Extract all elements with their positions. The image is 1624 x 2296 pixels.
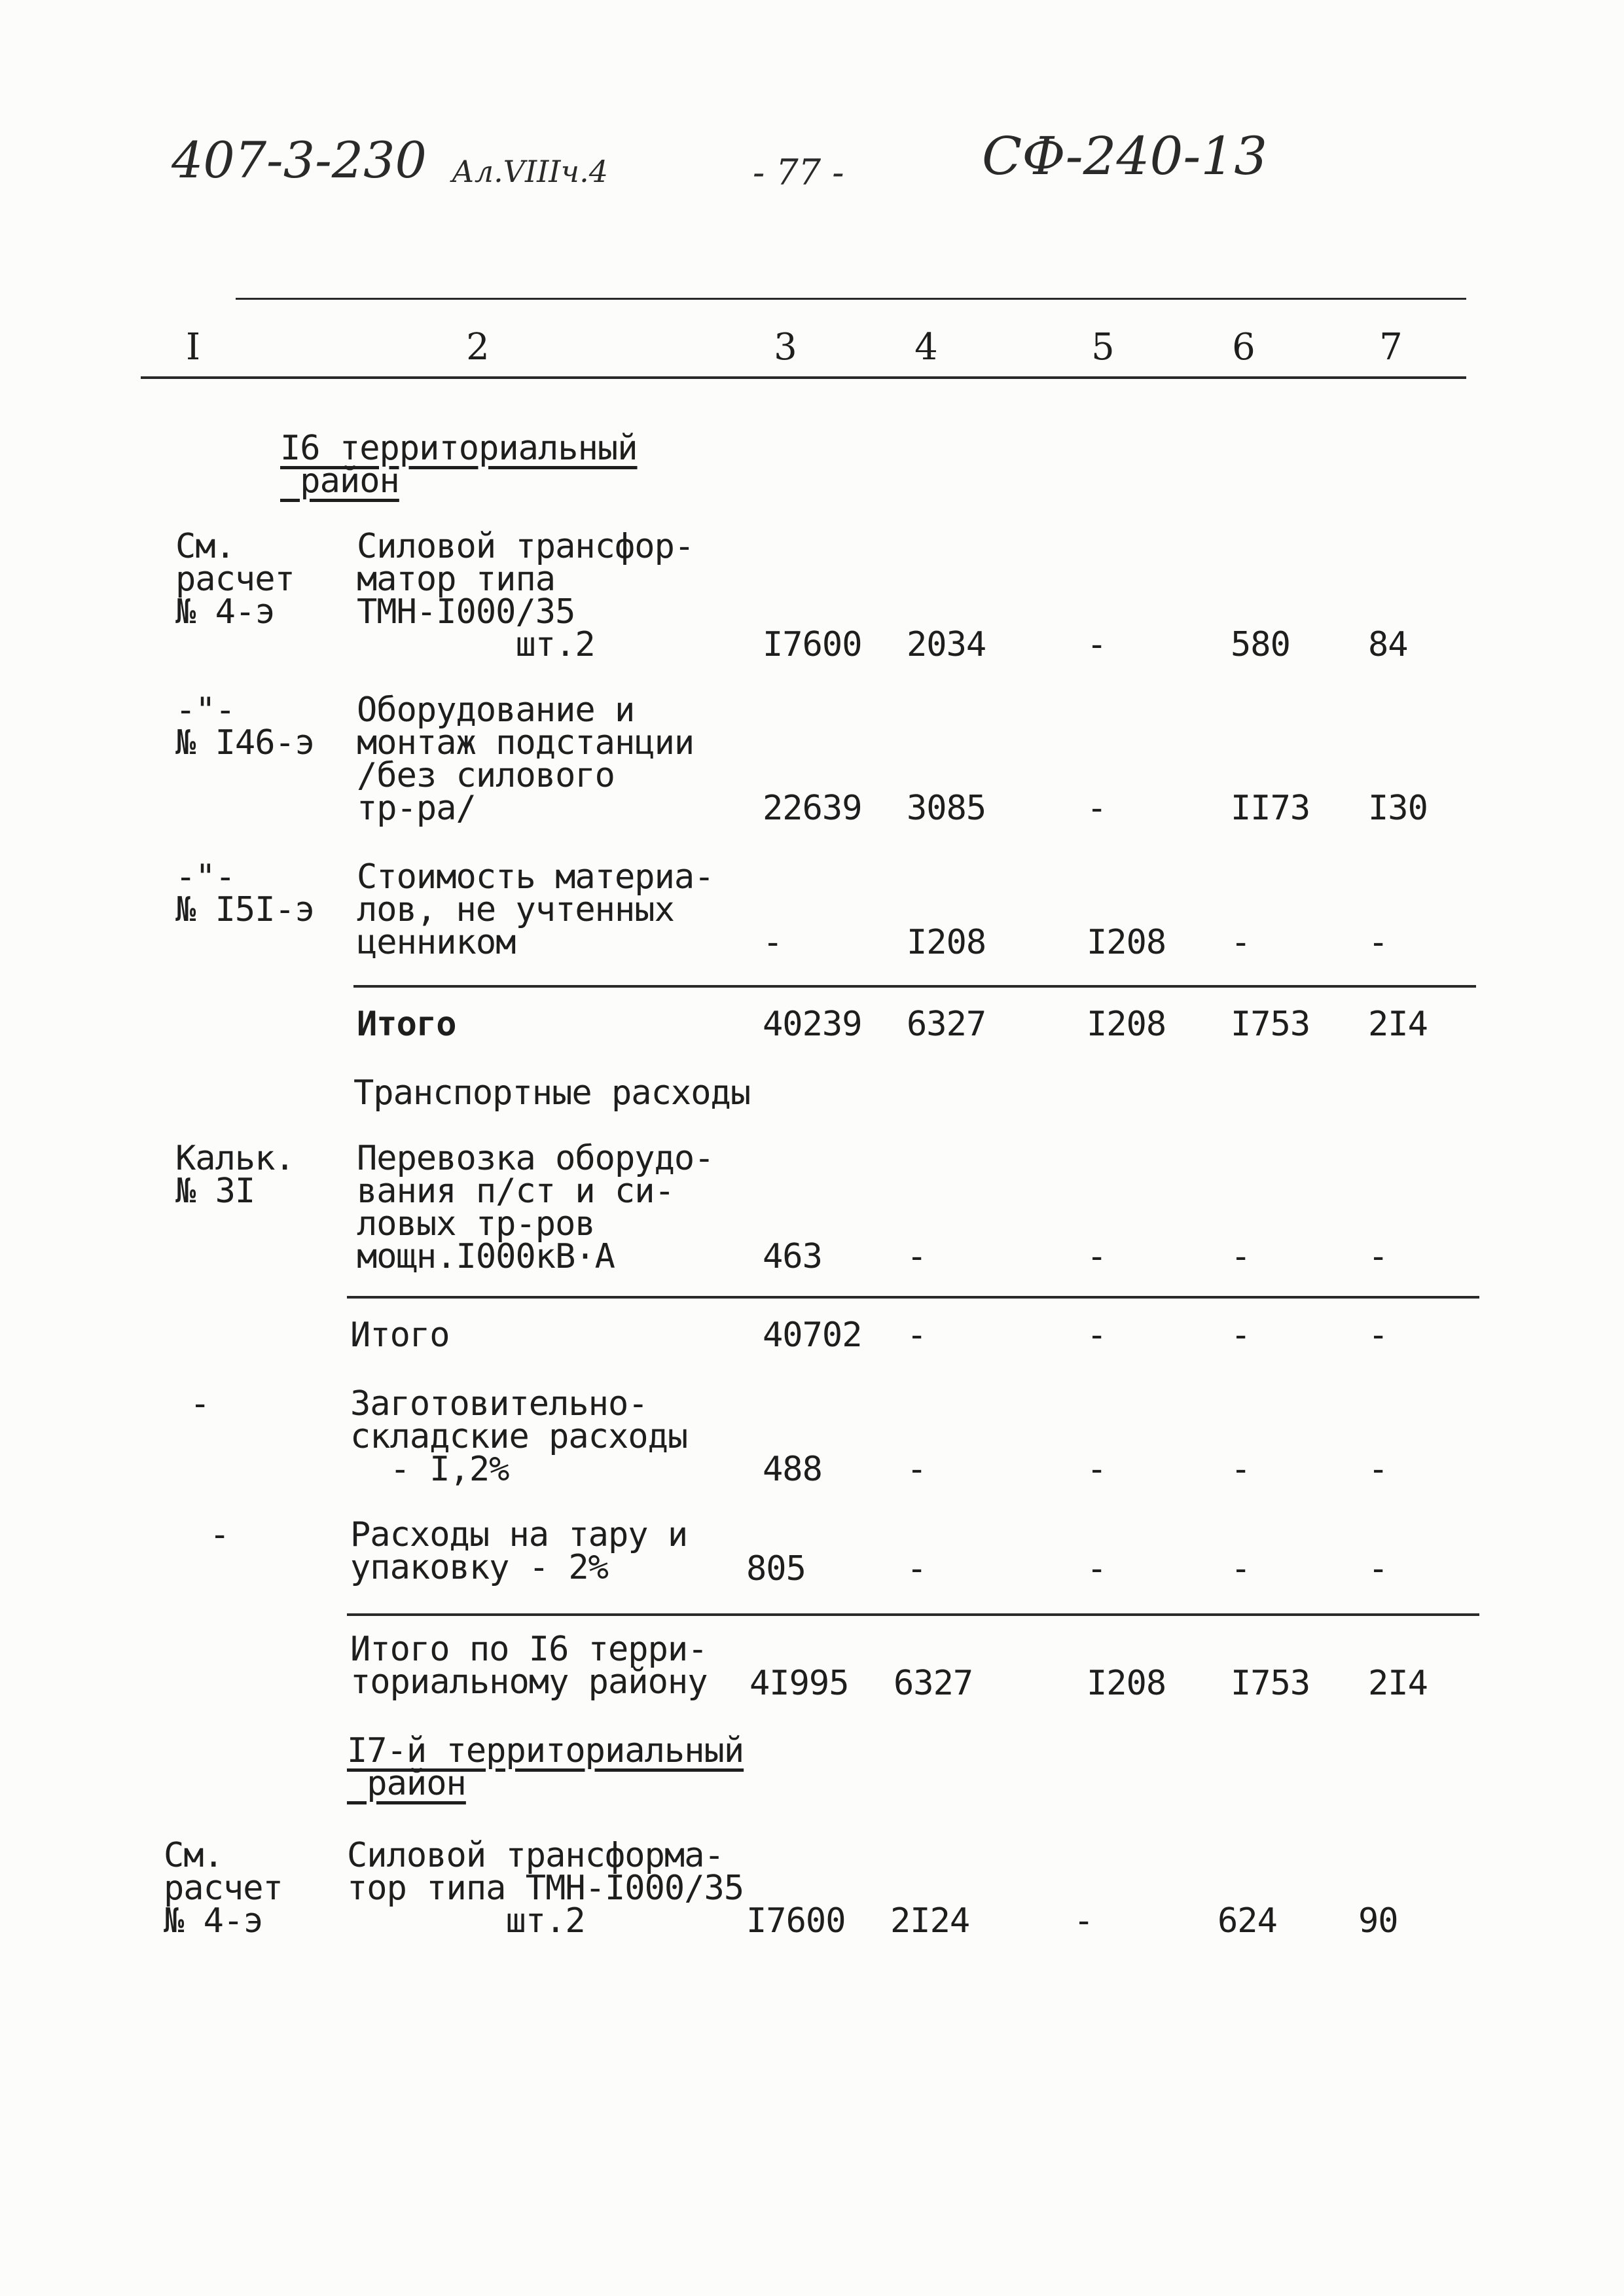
cell-col4: - <box>907 1237 927 1276</box>
row-reference: -"- № I46-э <box>175 691 315 762</box>
cell-col3: I7600 <box>763 625 862 664</box>
cell-col5: - <box>1087 625 1107 664</box>
row-reference: См. расчет № 4-э <box>175 527 295 632</box>
cell-col3: 22639 <box>763 789 862 828</box>
cell-col3: 805 <box>746 1549 806 1588</box>
cell-col7: 90 <box>1358 1901 1398 1941</box>
header-bottom-rule <box>141 376 1466 379</box>
cell-col3: 463 <box>763 1237 822 1276</box>
subtotal-rule <box>347 1296 1479 1299</box>
sheet-code: СФ-240-13 <box>982 126 1268 187</box>
cell-col7: - <box>1368 1237 1388 1276</box>
cell-col3: 4I995 <box>749 1664 849 1703</box>
subtotal-rule <box>353 985 1476 988</box>
cell-col6: - <box>1231 1316 1251 1355</box>
cell-col6: II73 <box>1231 789 1310 828</box>
subtotal-rule <box>347 1613 1479 1616</box>
row-description: Итого <box>350 1316 450 1355</box>
row-reference: См. расчет № 4-э <box>164 1836 283 1941</box>
cell-col5: - <box>1074 1901 1094 1941</box>
cell-col6: - <box>1231 1549 1251 1588</box>
cell-col5: - <box>1087 1450 1107 1489</box>
row-reference: - <box>190 1384 210 1424</box>
cell-col4: 6327 <box>907 1005 986 1044</box>
cell-col4: 6327 <box>893 1664 973 1703</box>
cell-col7: 2I4 <box>1368 1005 1428 1044</box>
cell-col5: I208 <box>1087 1005 1166 1044</box>
cell-col3: - <box>763 923 783 962</box>
cell-col3: 40239 <box>763 1005 862 1044</box>
row-description: Силовой трансформа- тор типа ТМН-I000/35 шт.2 <box>347 1836 744 1941</box>
cell-col6: - <box>1231 923 1251 962</box>
cell-col4: - <box>907 1316 927 1355</box>
cell-col4: I208 <box>907 923 986 962</box>
cell-col3: 488 <box>763 1450 822 1489</box>
cell-col5: - <box>1087 1549 1107 1588</box>
cell-col5: - <box>1087 1316 1107 1355</box>
cell-col7: - <box>1368 1549 1388 1588</box>
row-description: Перевозка оборудо- вания п/ст и си- ловых тр-ров мощн.I000кВ·А <box>357 1139 714 1276</box>
page-number: - 77 - <box>753 152 844 193</box>
cell-col6: I753 <box>1231 1664 1310 1703</box>
table-top-rule <box>236 298 1466 300</box>
cell-col6: 580 <box>1231 625 1290 664</box>
cell-col4: 2034 <box>907 625 986 664</box>
row-reference: - <box>209 1515 230 1554</box>
document-code: 407-3-230 <box>171 131 427 189</box>
row-description: Расходы на тару и упаковку - 2% <box>350 1515 688 1587</box>
cell-col7: - <box>1368 1450 1388 1489</box>
cell-col7: 2I4 <box>1368 1664 1428 1703</box>
cell-col5: I208 <box>1087 923 1166 962</box>
cell-col5: I208 <box>1087 1664 1166 1703</box>
column-number-4: 4 <box>914 326 938 368</box>
cell-col6: I753 <box>1231 1005 1310 1044</box>
cell-col7: I30 <box>1368 789 1428 828</box>
row-description: Оборудование и монтаж подстанции /без силового тр-ра/ <box>357 691 695 828</box>
cell-col7: 84 <box>1368 625 1408 664</box>
cell-col5: - <box>1087 1237 1107 1276</box>
cell-col6: - <box>1231 1450 1251 1489</box>
cell-col3: 40702 <box>763 1316 862 1355</box>
column-number-6: 6 <box>1232 326 1255 368</box>
album-reference: Ал.VIIIч.4 <box>452 154 608 189</box>
row-description: Силовой трансфор- матор типа ТМН-I000/35 шт.2 <box>357 527 695 664</box>
column-number-2: 2 <box>466 326 490 368</box>
cell-col7: - <box>1368 923 1388 962</box>
cell-col7: - <box>1368 1316 1388 1355</box>
row-description: Стоимость материа- лов, не учтенных ценником <box>357 857 714 962</box>
cell-col4: 3085 <box>907 789 986 828</box>
row-description: Итого <box>357 1005 456 1044</box>
cell-col5: - <box>1087 789 1107 828</box>
column-number-3: 3 <box>774 326 797 368</box>
column-number-7: 7 <box>1379 326 1403 368</box>
cell-col6: 624 <box>1218 1901 1277 1941</box>
cell-col4: 2I24 <box>890 1901 970 1941</box>
cell-col4: - <box>907 1450 927 1489</box>
cell-col4: - <box>907 1549 927 1588</box>
column-number-5: 5 <box>1091 326 1115 368</box>
column-number-1: I <box>185 326 201 368</box>
row-description: Итого по I6 терри- ториальному району <box>350 1630 708 1702</box>
cell-col6: - <box>1231 1237 1251 1276</box>
row-reference: -"- № I5I-э <box>175 857 315 929</box>
row-description: Заготовительно- складские расходы - I,2% <box>350 1384 688 1489</box>
section-heading-transport: Транспортные расходы <box>353 1073 751 1113</box>
section-heading-16: I6 территориальный район <box>280 429 638 501</box>
row-reference: Кальк. № 3I <box>175 1139 295 1211</box>
section-heading-17: I7-й территориальный район <box>347 1731 744 1803</box>
cell-col3: I7600 <box>746 1901 846 1941</box>
